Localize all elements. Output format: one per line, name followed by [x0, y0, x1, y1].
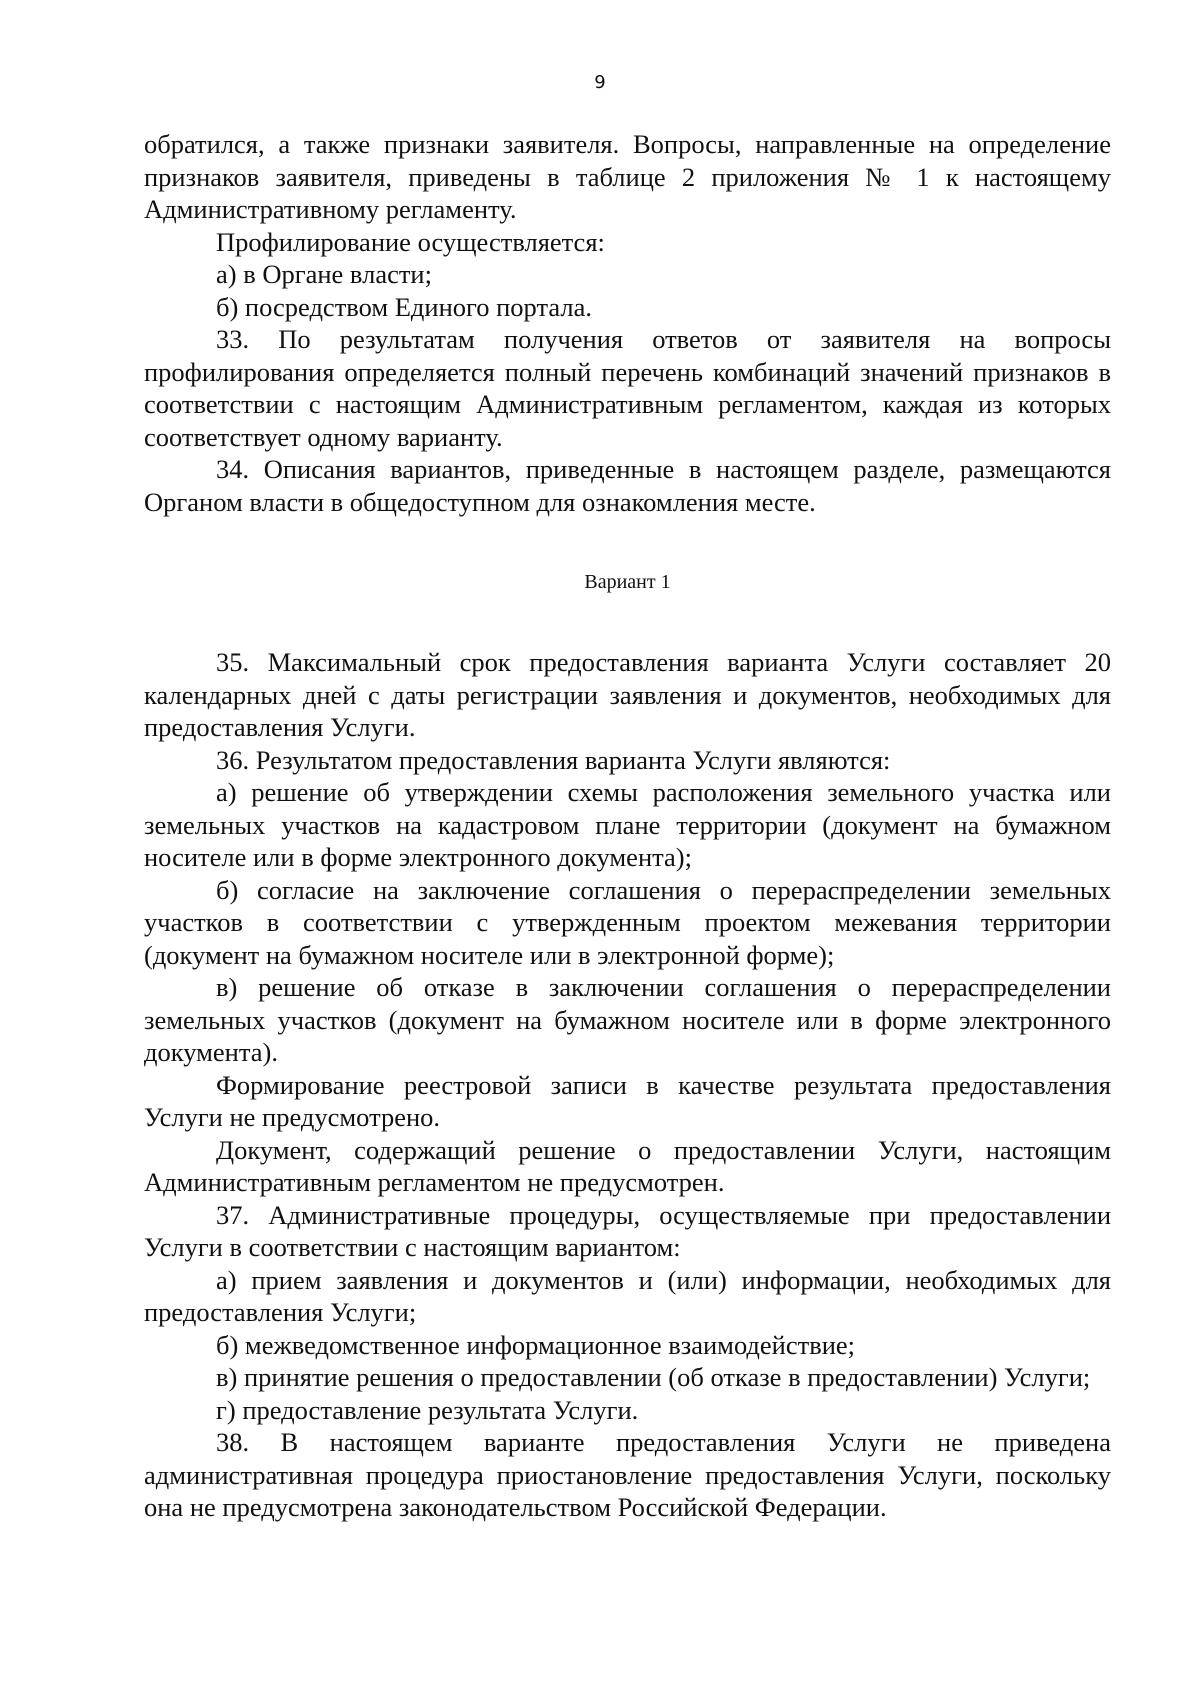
paragraph: обратился, а также признаки заявителя. Вопросы, направленные на определение признаков заявителя, приведены в таблице 2 приложения № 1 к настоящему Административному регламенту.: [144, 129, 1111, 224]
paragraph: г) предоставление результата Услуги.: [216, 1394, 639, 1425]
paragraph: 35. Максимальный срок предоставления варианта Услуги составляет 20 календарных дней с даты регистрации заявления и документов, необходимых для предоставления Услуги.: [144, 647, 1111, 742]
section-heading: Вариант 1: [584, 571, 671, 593]
paragraphs-before-heading: [144, 128, 1111, 518]
paragraph: Документ, содержащий решение о предоставлении Услуги, настоящим Административным регламентом не предусмотрен.: [144, 1134, 1111, 1197]
paragraph: 36. Результатом предоставления варианта Услуги являются:: [216, 744, 891, 775]
document-body: [144, 128, 1111, 1524]
paragraph: в) решение об отказе в заключении соглашения о перераспределении земельных участков (документ на бумажном носителе или в форме электронного документа).: [144, 972, 1111, 1067]
paragraph: б) межведомственное информационное взаимодействие;: [216, 1329, 856, 1360]
paragraph: в) принятие решения о предоставлении (об отказе в предоставлении) Услуги;: [216, 1362, 1091, 1392]
paragraph: 37. Административные процедуры, осуществляемые при предоставлении Услуги в соответствии с настоящим вариантом:: [144, 1199, 1111, 1262]
page-number: 9: [594, 72, 606, 93]
paragraph: б) согласие на заключение соглашения о перераспределении земельных участков в соответствии с утвержденным проектом межевания территории (документ на бумажном носителе или в электронной форме);: [144, 874, 1111, 970]
paragraph: Формирование реестровой записи в качестве результата предоставления Услуги не предусмотрено.: [144, 1069, 1111, 1132]
paragraph: а) решение об утверждении схемы расположения земельного участка или земельных участков на кадастровом плане территории (документ на бумажном носителе или в форме электронного документа);: [144, 777, 1111, 872]
paragraph: 33. По результатам получения ответов от заявителя на вопросы профилирования определяется полный перечень комбинаций значений признаков в соответствии с настоящим Административным регламентом, каждая из которых соответствует одному варианту.: [144, 324, 1111, 452]
paragraph: Профилирование осуществляется:: [216, 226, 605, 257]
paragraph: а) в Органе власти;: [216, 259, 432, 289]
paragraph: 38. В настоящем варианте предоставления Услуги не приведена административная процедура приостановление предоставления Услуги, поскольку она не предусмотрена законодательством Российской Федерации.: [144, 1427, 1111, 1522]
paragraph: б) посредством Единого портала.: [216, 291, 592, 322]
paragraph: 34. Описания вариантов, приведенные в настоящем разделе, размещаются Органом власти в общедоступном для ознакомления месте.: [144, 454, 1111, 517]
paragraph: а) прием заявления и документов и (или) информации, необходимых для предоставления Услуги;: [144, 1264, 1111, 1327]
paragraphs-after-heading: [144, 646, 1111, 1524]
